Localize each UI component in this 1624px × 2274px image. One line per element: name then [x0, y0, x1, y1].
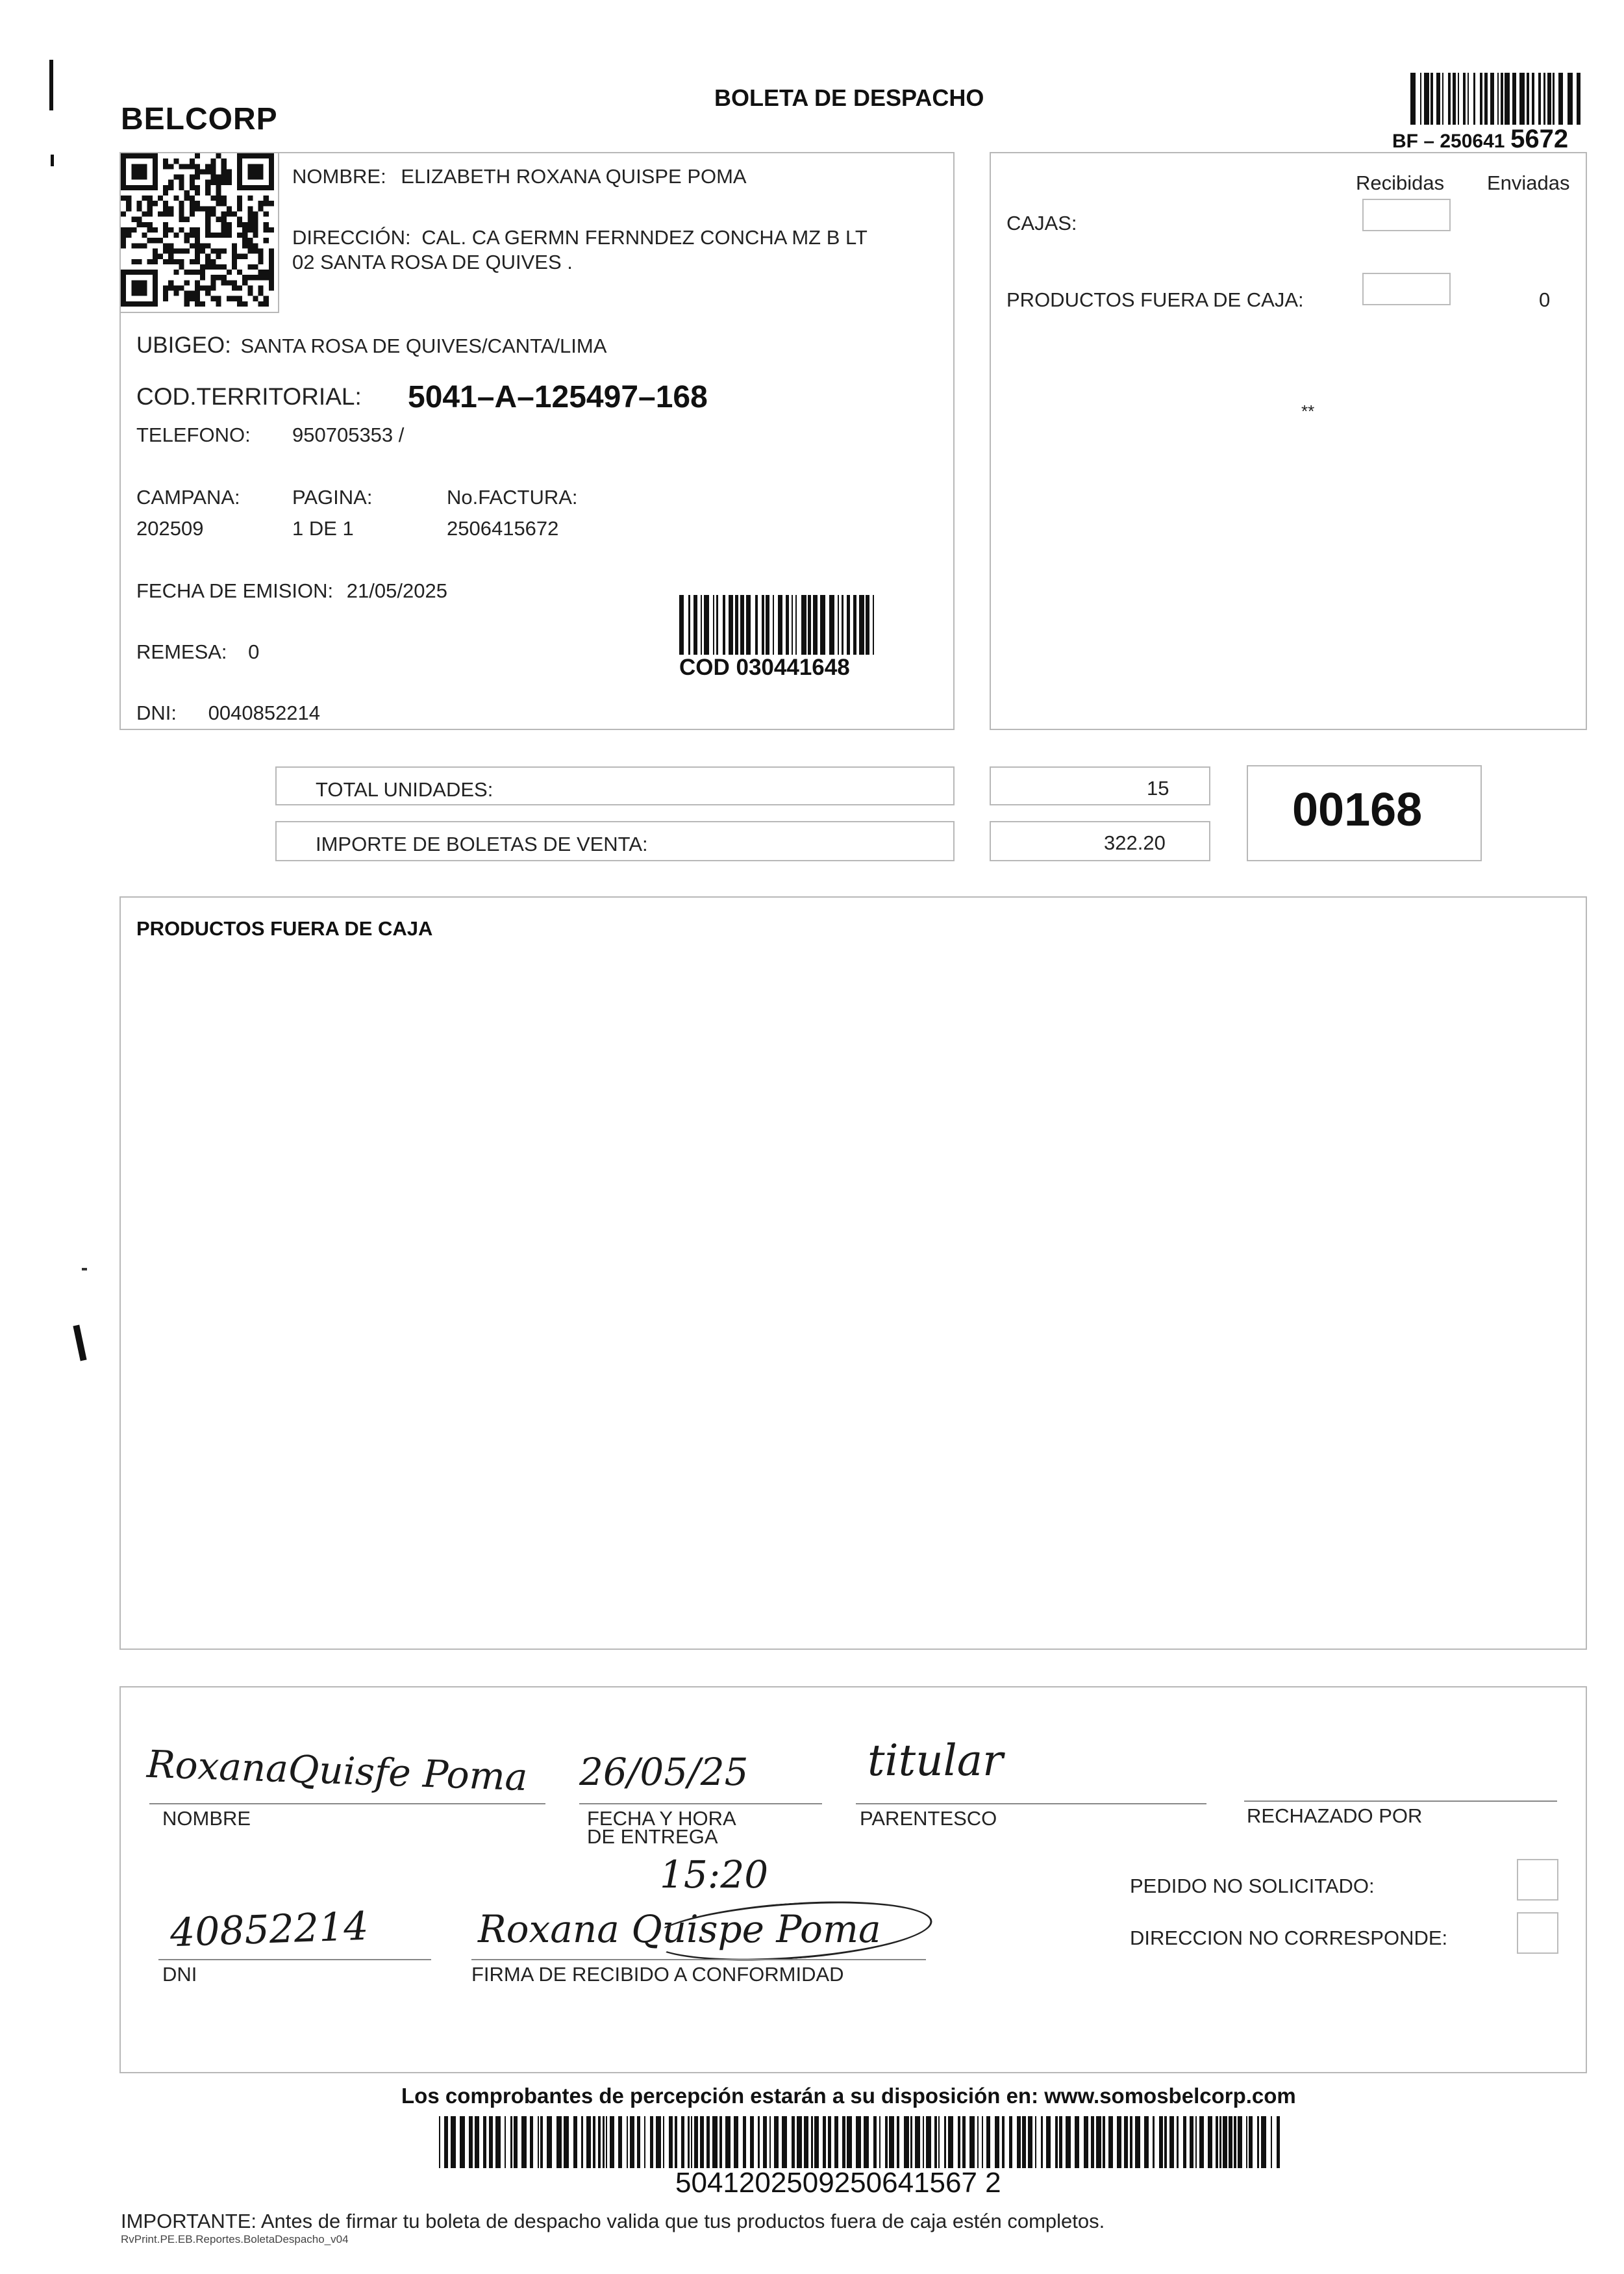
total-unidades-value: 15 [1147, 777, 1169, 800]
ubigeo-row [136, 333, 606, 359]
fecha-label-2: DE ENTREGA [587, 1825, 718, 1848]
code-box-value: 00168 [1292, 784, 1423, 836]
cod-barcode-label: COD 030441648 [679, 655, 850, 680]
qr-code [121, 153, 274, 307]
cajas-box [990, 152, 1587, 730]
campana-label: CAMPANA: [136, 486, 240, 509]
direccion-label: DIRECCIÓN: [292, 226, 411, 249]
total-unidades-value-cell [990, 766, 1210, 805]
scan-mark [51, 155, 54, 166]
ubigeo-value: SANTA ROSA DE QUIVES/CANTA/LIMA [240, 335, 607, 357]
cajas-label: CAJAS: [1006, 212, 1077, 234]
report-id: RvPrint.PE.EB.Reportes.BoletaDespacho_v04 [121, 2233, 349, 2245]
fecha-emision-row [136, 579, 447, 603]
dni-row [136, 701, 320, 725]
productos-enviadas-value: 0 [1539, 288, 1551, 311]
pedido-no-solicitado-label: PEDIDO NO SOLICITADO: [1130, 1875, 1375, 1897]
campana-value: 202509 [136, 517, 204, 540]
pagina-value: 1 DE 1 [292, 517, 354, 540]
fecha-line [579, 1803, 822, 1804]
factura-label: No.FACTURA: [447, 486, 578, 509]
direccion-no-corresponde-checkbox[interactable] [1517, 1912, 1558, 1954]
telefono-label: TELEFONO: [136, 423, 251, 446]
firma-line [471, 1959, 926, 1960]
scan-mark [73, 1325, 86, 1361]
remesa-label: REMESA: [136, 640, 227, 663]
parentesco-line [856, 1803, 1206, 1804]
scan-mark [82, 1268, 87, 1270]
cod-territorial-value: 5041–A–125497–168 [408, 380, 708, 414]
fecha-emision-label: FECHA DE EMISION: [136, 579, 334, 602]
rechazado-label: RECHAZADO POR [1247, 1804, 1423, 1827]
brand-logo: BELCORP [121, 102, 278, 136]
nombre-line [149, 1803, 545, 1804]
remesa-row [136, 640, 259, 664]
productos-fuera-title: PRODUCTOS FUERA DE CAJA [136, 917, 433, 940]
fecha-emision-value: 21/05/2025 [346, 579, 447, 602]
dni-handwritten: 40852214 [169, 1903, 369, 1956]
dni-line [158, 1959, 431, 1960]
bottom-barcode [439, 2116, 1280, 2168]
productos-fuera-label: PRODUCTOS FUERA DE CAJA: [1006, 288, 1304, 311]
direccion-line2: 02 SANTA ROSA DE QUIVES . [292, 251, 573, 273]
direccion-row [292, 226, 868, 249]
stars-marker: ** [1301, 401, 1315, 421]
dni-label: DNI [162, 1963, 197, 1986]
firma-handwritten: Roxana Quispe Poma [478, 1907, 881, 1951]
bf-suffix: 5672 [1510, 125, 1569, 153]
fecha-handwritten: 26/05/25 [579, 1750, 749, 1794]
ubigeo-label: UBIGEO: [136, 333, 231, 358]
direccion-no-corresponde-label: DIRECCION NO CORRESPONDE: [1130, 1927, 1448, 1949]
factura-value: 2506415672 [447, 517, 559, 540]
dni-value: 0040852214 [208, 701, 321, 724]
document-title: BOLETA DE DESPACHO [714, 84, 984, 111]
firma-label: FIRMA DE RECIBIDO A CONFORMIDAD [471, 1963, 844, 1986]
direccion-line1: CAL. CA GERMN FERNNDEZ CONCHA MZ B LT [421, 226, 868, 249]
bottom-barcode-number: 5041202509250641567 2 [675, 2167, 1001, 2199]
cod-barcode [679, 595, 875, 655]
top-barcode [1410, 73, 1583, 125]
nombre-handwritten: RoxanaQuisfe Poma [145, 1741, 529, 1800]
pagina-label: PAGINA: [292, 486, 373, 509]
total-unidades-label: TOTAL UNIDADES: [316, 778, 493, 801]
percepcion-notice: Los comprobantes de percepción estarán a su disposición en: www.somosbelcorp.com [401, 2084, 1296, 2108]
bf-prefix: BF – 250641 [1392, 131, 1505, 152]
importe-label: IMPORTE DE BOLETAS DE VENTA: [316, 833, 648, 855]
fecha-label-1: FECHA Y HORA [587, 1807, 736, 1830]
cod-territorial-row [136, 383, 362, 411]
importante-note: IMPORTANTE: Antes de firmar tu boleta de despacho valida que tus productos fuera de caja estén completos. [121, 2210, 1105, 2232]
cajas-recibidas-cell[interactable] [1362, 199, 1451, 231]
pedido-no-solicitado-checkbox[interactable] [1517, 1859, 1558, 1901]
productos-recibidas-cell[interactable] [1362, 273, 1451, 305]
importe-value: 322.20 [1104, 831, 1166, 854]
recibidas-header: Recibidas [1356, 171, 1445, 194]
rechazado-line [1244, 1800, 1557, 1802]
nombre-label: NOMBRE: [292, 165, 386, 188]
client-name: ELIZABETH ROXANA QUISPE POMA [401, 165, 747, 188]
parentesco-handwritten: titular [868, 1736, 1003, 1786]
nombre-label: NOMBRE [162, 1807, 251, 1830]
scan-mark [49, 60, 53, 110]
bf-number [1392, 125, 1568, 154]
cod-territorial-label: COD.TERRITORIAL: [136, 383, 362, 410]
parentesco-label: PARENTESCO [860, 1807, 997, 1830]
hora-handwritten: 15:20 [660, 1852, 769, 1897]
dni-label: DNI: [136, 701, 177, 724]
enviadas-header: Enviadas [1487, 171, 1570, 194]
telefono-value: 950705353 / [292, 423, 405, 446]
remesa-value: 0 [248, 640, 260, 663]
productos-fuera-section [119, 896, 1587, 1650]
nombre-row [292, 165, 747, 188]
importe-value-cell [990, 821, 1210, 861]
